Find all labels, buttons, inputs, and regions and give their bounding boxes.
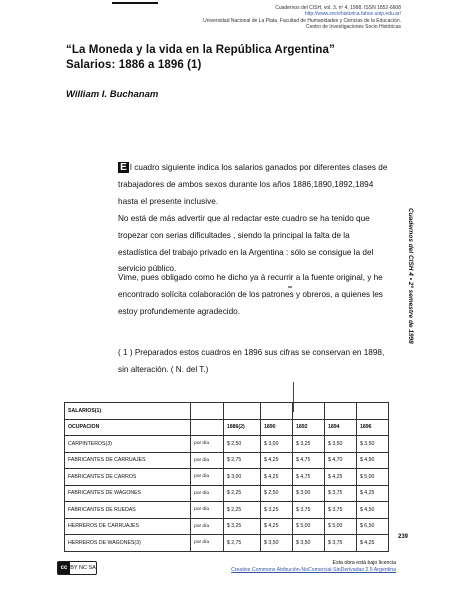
wage-cell: $ 3,25 [261, 502, 293, 519]
license-notice [216, 560, 396, 574]
table-cell [356, 403, 388, 420]
table-header-row [65, 419, 389, 436]
wage-cell: $ 4,25 [356, 485, 388, 502]
wage-cell: $ 3,50 [325, 436, 357, 453]
wage-cell: $ 4,70 [325, 452, 357, 469]
wage-cell: $ 2,75 [223, 452, 260, 469]
unit-cell: por día [191, 535, 224, 552]
unit-cell: por día [191, 436, 224, 453]
wage-cell: $ 6,50 [356, 518, 388, 535]
license-line-1: Esta obra está bajo licencia [332, 560, 396, 566]
unit-cell: por día [191, 518, 224, 535]
wage-cell: $ 4,25 [261, 469, 293, 486]
paragraph-1 [118, 160, 388, 210]
unit-cell: por día [191, 485, 224, 502]
occupation-cell: FABRICANTES DE WAGONES [65, 485, 191, 502]
title-line-2: Salarios: 1886 a 1896 (1) [66, 59, 202, 71]
header-line-4: Centro de Investigaciones Socio Históricas [305, 23, 401, 30]
journal-header [161, 5, 401, 30]
article-title [66, 43, 335, 73]
wage-cell: $ 3,75 [293, 502, 325, 519]
header-1890: 1890 [261, 419, 293, 436]
occupation-cell: CARPINTEROS(3) [65, 436, 191, 453]
wage-cell: $ 4,75 [293, 452, 325, 469]
wage-cell: $ 4,25 [261, 518, 293, 535]
top-rule [112, 2, 158, 4]
paragraph-2-text: No está de más advertir que al redactar este cuadro se ha tenido que tropezar con serias dificultades , siendo la principal la falta de la estadística del trabajo privado en la Argentina : sólo se consigue la del servicio público. [118, 214, 374, 274]
table-row [65, 535, 389, 552]
paragraph-1-text: l cuadro siguiente indica los salarios ganados por diferentes clases de trabajadores de ambos sexos durante los años 1886,1890,1892,1894 hasta el presente inclusive. [118, 163, 388, 206]
header-1894: 1894 [325, 419, 357, 436]
table-row [65, 502, 389, 519]
wage-cell: $ 4,90 [356, 452, 388, 469]
wage-cell: $ 3,25 [223, 518, 260, 535]
paragraph-3-text: Vime, pues obligado como he dicho ya á recurrir a la fuente original, y he encontrado solícita colaboración de los patrones y obreros, a quienes les estoy profundemente agradecido. [118, 273, 383, 316]
wage-cell: $ 5,00 [293, 518, 325, 535]
wage-cell: $ 3,00 [261, 436, 293, 453]
unit-cell: por día [191, 502, 224, 519]
table-row [65, 485, 389, 502]
wage-cell: $ 3,25 [293, 436, 325, 453]
wage-cell: $ 2,50 [261, 485, 293, 502]
table-row [65, 518, 389, 535]
wage-cell: $ 3,50 [261, 535, 293, 552]
table-row [65, 436, 389, 453]
footnote: ( 1 ) Preparados estos cuadros en 1896 sus cifras se conservan en 1898, sin alteración. ( N. del T.) [118, 348, 385, 374]
wage-cell: $ 4,25 [325, 469, 357, 486]
wage-cell: $ 3,75 [325, 502, 357, 519]
wage-cell: $ 3,75 [325, 535, 357, 552]
wage-cell: $ 5,00 [356, 469, 388, 486]
header-1896: 1896 [356, 419, 388, 436]
header-1886: 1886(2) [223, 419, 260, 436]
wage-cell: $ 3,00 [223, 469, 260, 486]
occupation-cell: FABRICANTES DE CARRUAJES [65, 452, 191, 469]
title-line-1: “La Moneda y la vida en la República Argentina” [66, 44, 335, 56]
table-cell [191, 403, 224, 420]
side-running-title-text: Cuadernos del CISH 4 • 2º semestre de 1998 [407, 208, 414, 344]
page-number: 239 [398, 534, 409, 540]
table-cell [261, 403, 293, 420]
salary-table [64, 402, 389, 552]
occupation-cell: FABRICANTES DE RUEDAS [65, 502, 191, 519]
wage-cell: $ 3,75 [325, 485, 357, 502]
table-cell [293, 403, 325, 420]
cc-terms-icon: BY NC SA [70, 565, 96, 571]
side-running-title [403, 208, 415, 378]
wage-cell: $ 3,50 [356, 436, 388, 453]
wage-cell: $ 4,25 [356, 535, 388, 552]
table-cell [325, 403, 357, 420]
scan-mark [288, 286, 292, 288]
wage-cell: $ 4,75 [293, 469, 325, 486]
header-url-link[interactable]: http://www.sociohistorica.fahce.unlp.edu.ar/ [304, 11, 401, 18]
wage-cell: $ 5,00 [325, 518, 357, 535]
cc-icon: cc [58, 562, 70, 574]
table-cell [223, 403, 260, 420]
unit-cell: por día [191, 469, 224, 486]
table-row [65, 469, 389, 486]
occupation-cell: HERREROS DE WAGONES(3) [65, 535, 191, 552]
wage-cell: $ 4,25 [261, 452, 293, 469]
header-line-3: Universidad Nacional de La Plata. Facultad de Humanidades y Ciencias de la Educación. [203, 17, 401, 24]
occupation-cell: HERREROS DE CARRUAJES [65, 518, 191, 535]
creative-commons-badge[interactable] [57, 561, 97, 575]
table-row [65, 452, 389, 469]
unit-cell: por día [191, 452, 224, 469]
header-line-1: Cuadernos del CISH, vol. 3, nº 4, 1998. ISSN 1852-6608 [275, 5, 401, 11]
header-1892: 1892 [293, 419, 325, 436]
wage-cell: $ 2,25 [223, 502, 260, 519]
occupation-cell: FABRICANTES DE CARROS [65, 469, 191, 486]
author-name: William I. Buchanam [66, 89, 159, 100]
drop-cap: E [118, 162, 129, 173]
table-title: SALARIOS(1) [65, 403, 191, 420]
license-link[interactable]: Creative Commons Atribución-NoComercial-SinDerivadas 2.5 Argentina [231, 567, 396, 573]
table-title-row [65, 403, 389, 420]
wage-cell: $ 3,50 [293, 535, 325, 552]
paragraph-3 [118, 270, 390, 320]
wage-cell: $ 3,00 [293, 485, 325, 502]
wage-cell: $ 2,25 [223, 485, 260, 502]
header-unit [191, 419, 224, 436]
paragraph-2 [118, 211, 390, 278]
header-ocupacion: OCUPACION [65, 419, 191, 436]
wage-cell: $ 4,50 [356, 502, 388, 519]
wage-cell: $ 2,50 [223, 436, 260, 453]
wage-cell: $ 2,75 [223, 535, 260, 552]
